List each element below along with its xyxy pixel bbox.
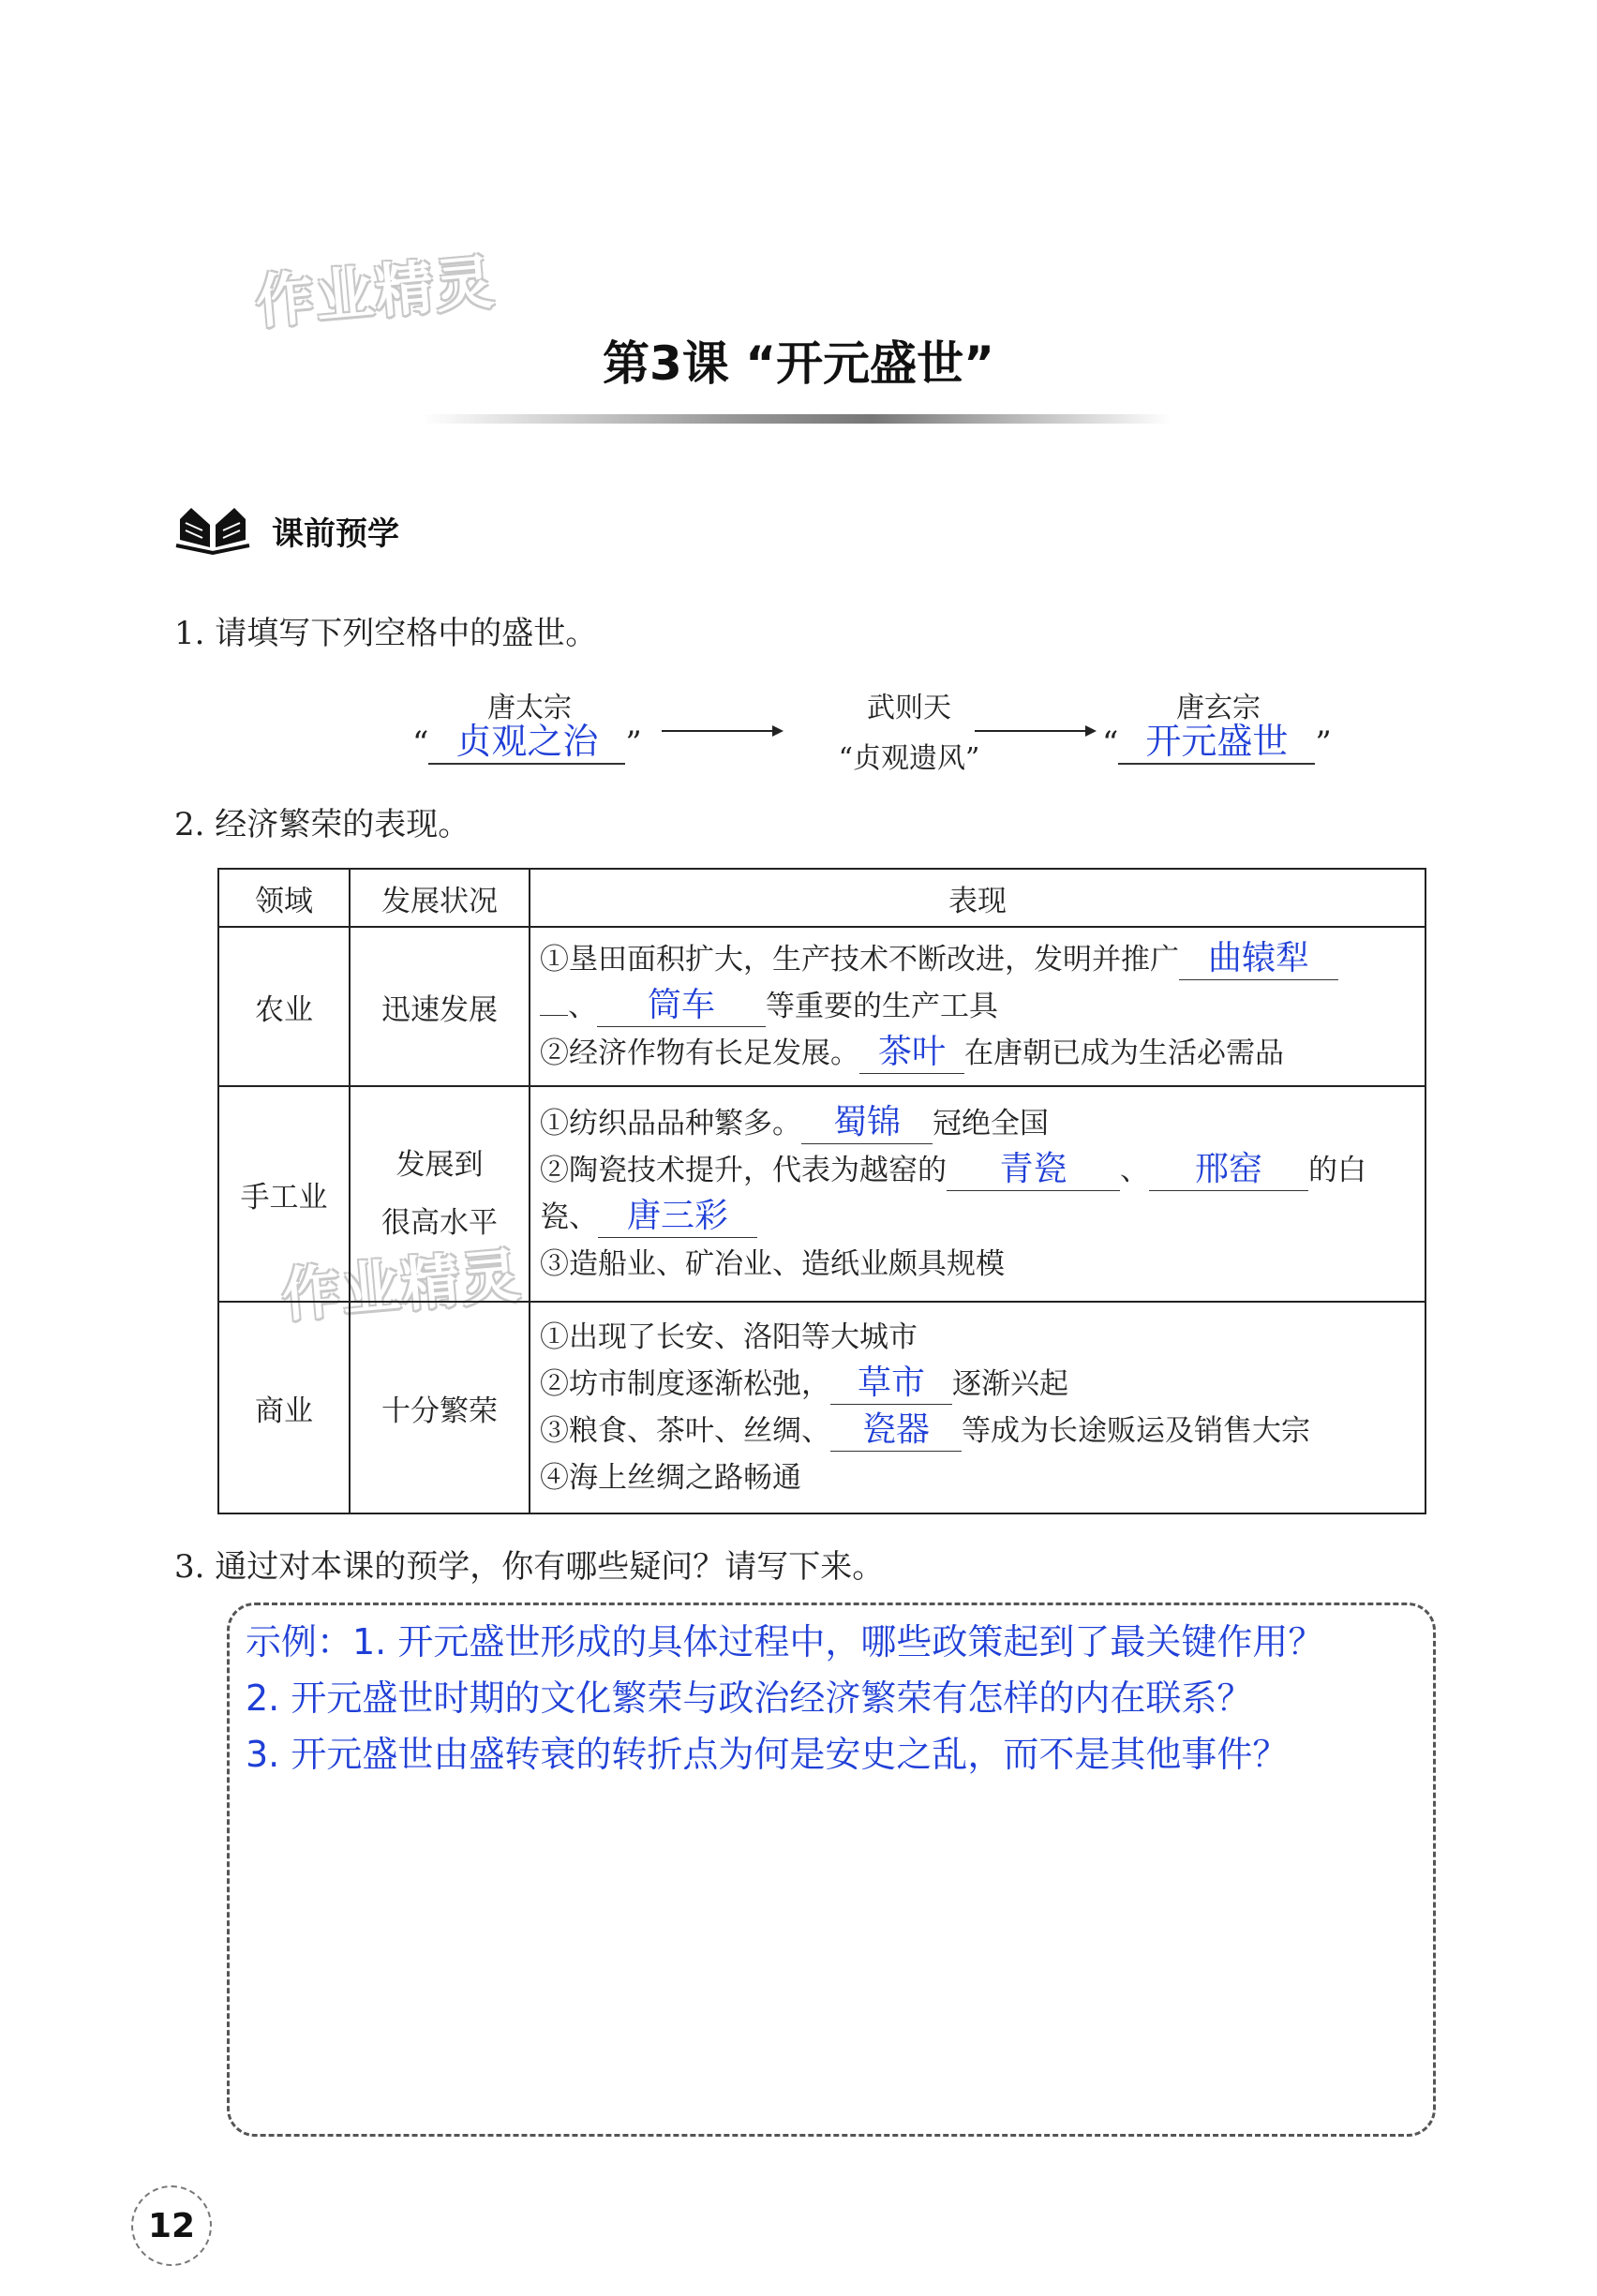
table-row [218, 1086, 1425, 1302]
table-header: 领域 [218, 869, 350, 927]
status-cell: 迅速发展 [350, 927, 530, 1086]
page-number: 12 [131, 2185, 212, 2266]
field-cell: 商业 [218, 1302, 350, 1513]
answer-blank[interactable]: 贞观之治 [428, 722, 625, 765]
detail-cell: ①纺织品品种繁多。 蜀锦 冠绝全国 ②陶瓷技术提升，代表为越窑的 青瓷 、 邢窑 的白 瓷、 唐三彩 ③造船业、矿冶业、造纸业颇具规模 [530, 1086, 1425, 1302]
question-3: 3. 通过对本课的预学，你有哪些疑问？请写下来。 [174, 1548, 885, 1586]
handwritten-answer [246, 1614, 1323, 1782]
flow-item-3: “ 开元盛世 ” [1102, 722, 1332, 765]
answer-blank[interactable]: 草市 [830, 1363, 952, 1405]
detail-cell: ①垦田面积扩大，生产技术不断改进，发明并推广 曲辕犁 、 筒车 等重要的生产工具 ②经济作物有长足发展。 茶叶 在唐朝已成为生活必需品 [530, 927, 1425, 1086]
answer-blank[interactable]: 茶叶 [859, 1032, 964, 1074]
lesson-title: 第3课 “开元盛世” [603, 336, 994, 391]
arrow-icon [662, 722, 784, 740]
answer-blank-lead [540, 1015, 568, 1016]
answer-line: 示例：1. 开元盛世形成的具体过程中，哪些政策起到了最关键作用？ [246, 1621, 1324, 1662]
answer-blank[interactable]: 曲辕犁 [1179, 938, 1338, 980]
watermark: 作业精灵 [278, 1240, 525, 1330]
economy-table [217, 868, 1426, 1514]
ruler-label: 武则天 [867, 692, 951, 724]
answer-blank[interactable]: 邢窑 [1149, 1149, 1308, 1191]
answer-blank[interactable]: 开元盛世 [1118, 722, 1315, 765]
table-header: 表现 [530, 869, 1425, 927]
table-row [218, 927, 1425, 1086]
flow-item-2: “贞观遗风” [838, 742, 980, 775]
watermark: 作业精灵 [252, 246, 499, 336]
status-cell: 发展到 很高水平 [350, 1086, 530, 1302]
answer-blank[interactable]: 筒车 [597, 985, 766, 1027]
answer-line: 3. 开元盛世由盛转衰的转折点为何是安史之乱，而不是其他事件？ [246, 1734, 1289, 1775]
status-cell: 十分繁荣 [350, 1302, 530, 1513]
ruler-label: 唐太宗 [487, 692, 572, 724]
answer-blank[interactable]: 青瓷 [947, 1149, 1120, 1191]
answer-blank[interactable]: 唐三彩 [598, 1196, 757, 1238]
question-1: 1. 请填写下列空格中的盛世。 [174, 615, 598, 652]
section-title: 课前预学 [272, 515, 399, 553]
ruler-label: 唐玄宗 [1176, 692, 1261, 724]
question-2: 2. 经济繁荣的表现。 [174, 806, 470, 843]
flow-item-1: “ 贞观之治 ” [412, 722, 642, 765]
title-divider [422, 414, 1172, 424]
table-header-row [218, 869, 1425, 927]
field-cell: 手工业 [218, 1086, 350, 1302]
arrow-icon [975, 722, 1097, 740]
table-row [218, 1302, 1425, 1513]
field-cell: 农业 [218, 927, 350, 1086]
answer-blank[interactable]: 瓷器 [830, 1409, 962, 1452]
books-icon [174, 502, 251, 555]
answer-blank[interactable]: 蜀锦 [801, 1102, 933, 1144]
table-header: 发展状况 [350, 869, 530, 927]
detail-cell: ①出现了长安、洛阳等大城市 ②坊市制度逐渐松弛， 草市 逐渐兴起 ③粮食、茶叶、丝绸、 瓷器 等成为长途贩运及销售大宗 ④海上丝绸之路畅通 [530, 1302, 1425, 1513]
answer-line: 2. 开元盛世时期的文化繁荣与政治经济繁荣有怎样的内在联系？ [246, 1677, 1253, 1719]
